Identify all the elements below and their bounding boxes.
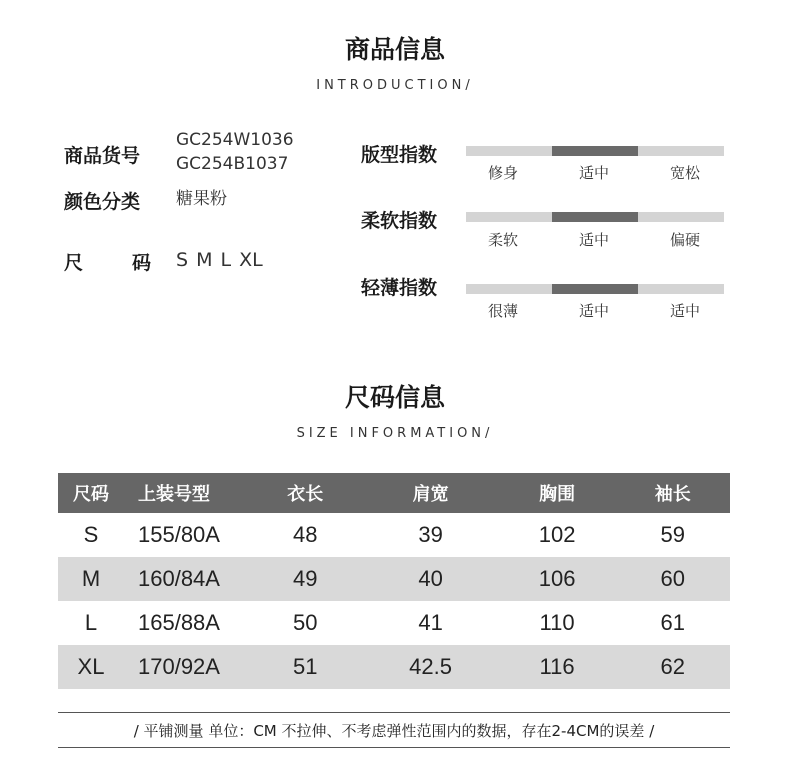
cell-size: S xyxy=(83,522,99,547)
cell-top-size: 165/88A xyxy=(138,610,220,635)
cell-size: L xyxy=(84,610,98,635)
cell-length: 49 xyxy=(248,557,362,601)
cell-sleeve: 59 xyxy=(660,522,685,547)
sku-label: 商品货号 xyxy=(64,145,141,167)
size-info-title: 尺码信息 xyxy=(344,383,445,412)
softness-index-option-3: 偏硬 xyxy=(669,231,700,249)
product-info-subtitle: INTRODUCTION/ xyxy=(316,78,474,93)
cell-length: 51 xyxy=(248,645,362,689)
cell-sleeve: 60 xyxy=(615,557,730,601)
softness-index-option-1: 柔软 xyxy=(487,231,518,249)
size-label-char-2: 码 xyxy=(132,252,152,274)
softness-index-option-2: 适中 xyxy=(578,231,609,249)
softness-index-bar xyxy=(466,212,724,222)
cell-sleeve: 62 xyxy=(615,645,730,689)
color-label: 颜色分类 xyxy=(64,191,141,213)
fit-index-selected-segment xyxy=(552,146,638,156)
sku-value-2: GC254B1037 xyxy=(176,154,289,174)
col-header-chest: 胸围 xyxy=(499,473,616,513)
fit-index-label: 版型指数 xyxy=(361,144,438,166)
table-row xyxy=(58,513,730,557)
size-table-header-row xyxy=(58,473,730,513)
cell-shoulder: 40 xyxy=(362,557,498,601)
table-row xyxy=(58,645,730,689)
size-value: S M L XL xyxy=(176,249,263,271)
softness-index-label: 柔软指数 xyxy=(361,210,438,232)
cell-shoulder: 39 xyxy=(418,522,443,547)
cell-top-size: 160/84A xyxy=(124,557,248,601)
cell-length: 48 xyxy=(293,522,318,547)
size-info-subtitle: SIZE INFORMATION/ xyxy=(296,426,494,441)
footnote-bottom-divider xyxy=(58,747,730,748)
footnote-top-divider xyxy=(58,712,730,713)
col-header-sleeve: 袖长 xyxy=(615,473,730,513)
col-header-shoulder: 肩宽 xyxy=(362,473,498,513)
fit-index-option-2: 适中 xyxy=(578,164,609,182)
color-value: 糖果粉 xyxy=(176,189,227,209)
measurement-footnote: / 平铺测量 单位：CM 不拉伸、不考虑弹性范围内的数据，存在2-4CM的误差 / xyxy=(133,722,655,740)
col-header-top-size: 上装号型 xyxy=(124,473,248,513)
cell-size: M xyxy=(58,557,124,601)
cell-chest: 102 xyxy=(538,522,576,547)
col-header-length: 衣长 xyxy=(248,473,362,513)
thickness-index-label: 轻薄指数 xyxy=(361,277,438,299)
size-label-char-1: 尺 xyxy=(64,252,84,274)
product-info-title: 商品信息 xyxy=(344,35,445,64)
softness-index-selected-segment xyxy=(552,212,638,222)
cell-sleeve: 61 xyxy=(660,610,685,635)
table-row xyxy=(58,601,730,645)
cell-chest: 110 xyxy=(539,610,575,635)
cell-size: XL xyxy=(58,645,124,689)
thickness-index-bar xyxy=(466,284,724,294)
cell-top-size: 155/80A xyxy=(138,522,220,547)
cell-top-size: 170/92A xyxy=(124,645,248,689)
cell-shoulder: 42.5 xyxy=(362,645,498,689)
thickness-index-selected-segment xyxy=(552,284,638,294)
cell-chest: 116 xyxy=(499,645,616,689)
fit-index-option-3: 宽松 xyxy=(669,164,700,182)
size-table xyxy=(58,473,730,689)
cell-length: 50 xyxy=(293,610,318,635)
sku-value-1: GC254W1036 xyxy=(176,130,294,150)
thickness-index-option-3: 适中 xyxy=(669,302,700,320)
col-header-size: 尺码 xyxy=(58,473,124,513)
fit-index-bar xyxy=(466,146,724,156)
cell-shoulder: 41 xyxy=(418,610,443,635)
thickness-index-option-2: 适中 xyxy=(578,302,609,320)
cell-chest: 106 xyxy=(499,557,616,601)
table-row xyxy=(58,557,730,601)
thickness-index-option-1: 很薄 xyxy=(487,302,518,320)
fit-index-option-1: 修身 xyxy=(487,164,518,182)
